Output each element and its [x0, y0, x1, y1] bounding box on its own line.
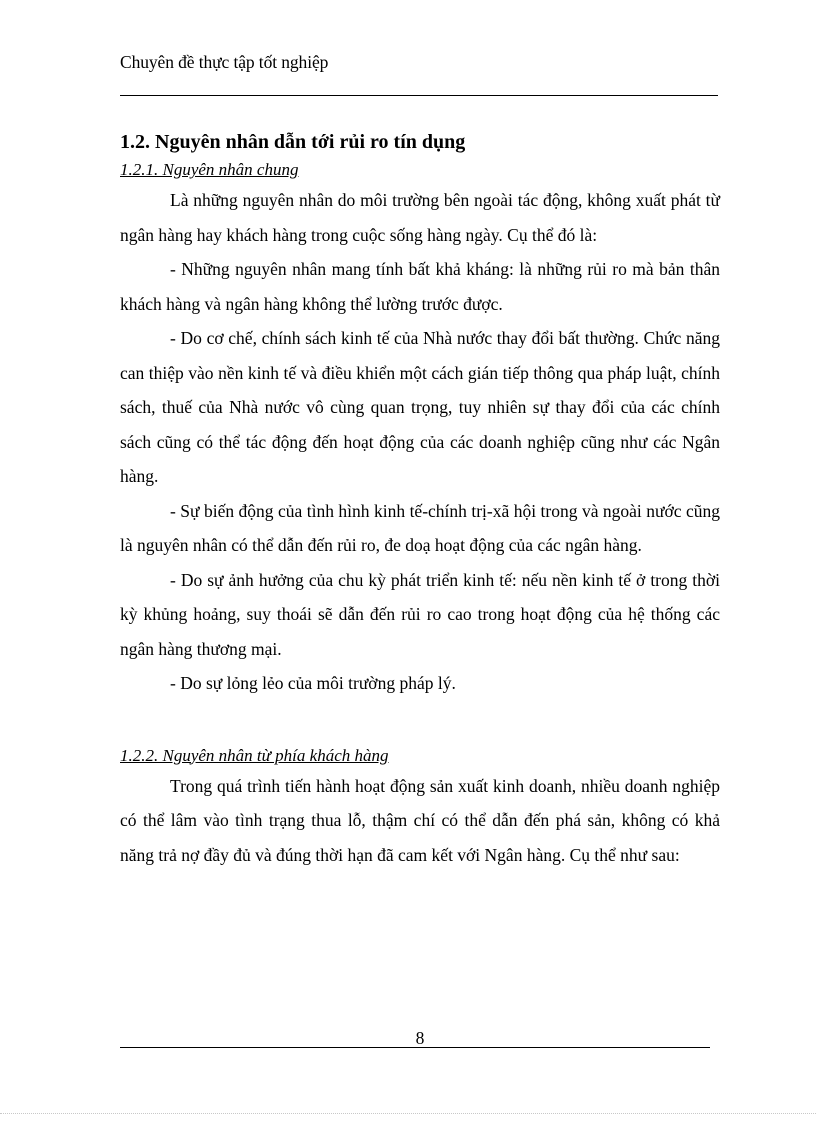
- subsection-title-customer-causes: 1.2.2. Nguyên nhân từ phía khách hàng: [120, 745, 389, 765]
- page-number: 8: [415, 1028, 425, 1048]
- paragraph: - Sự biến động của tình hình kinh tế-chính trị-xã hội trong và ngoài nước cũng là nguyên nhân có thể dẫn đến rủi ro, đe doạ hoạt động của các ngân hàng.: [120, 500, 720, 555]
- header-rule: [120, 95, 718, 96]
- paragraph: - Do sự lỏng lẻo của môi trường pháp lý.: [170, 673, 456, 693]
- paragraph: - Những nguyên nhân mang tính bất khả kháng: là những rủi ro mà bản thân khách hàng và ngân hàng không thể lường trước được.: [120, 259, 720, 314]
- subsection-title-general-causes: 1.2.1. Nguyên nhân chung: [120, 160, 299, 179]
- footer-rule: [120, 1047, 710, 1048]
- paragraph: Trong quá trình tiến hành hoạt động sản xuất kinh doanh, nhiều doanh nghiệp có thể lâm vào tình trạng thua lỗ, thậm chí có thể dẫn đến phá sản, không có khả năng trả nợ đầy đủ và đúng thời hạn đã cam kết với Ngân hàng. Cụ thể như sau:: [120, 775, 720, 865]
- paragraph: - Do cơ chế, chính sách kinh tế của Nhà nước thay đổi bất thường. Chức năng can thiệp vào nền kinh tế và điều khiển một cách gián tiếp thông qua pháp luật, chính sách, thuế của Nhà nước vô cùng quan trọng, tuy nhiên sự thay đổi của các chính sách cũng có thể tác động đến hoạt động của các doanh nghiệp cũng như các Ngân hàng.: [120, 328, 720, 486]
- section-heading: 1.2. Nguyên nhân dẫn tới rủi ro tín dụng: [120, 131, 466, 153]
- running-header: Chuyên đề thực tập tốt nghiệp: [120, 52, 329, 72]
- main-content: [120, 127, 720, 872]
- page-edge-divider: [0, 1113, 816, 1114]
- paragraph: Là những nguyên nhân do môi trường bên ngoài tác động, không xuất phát từ ngân hàng hay khách hàng trong cuộc sống hàng ngày. Cụ thể đó là:: [120, 190, 720, 245]
- paragraph: - Do sự ảnh hưởng của chu kỳ phát triển kinh tế: nếu nền kinh tế ở trong thời kỳ khủng hoảng, suy thoái sẽ dẫn đến rủi ro cao trong hoạt động của hệ thống các ngân hàng thương mại.: [120, 569, 720, 659]
